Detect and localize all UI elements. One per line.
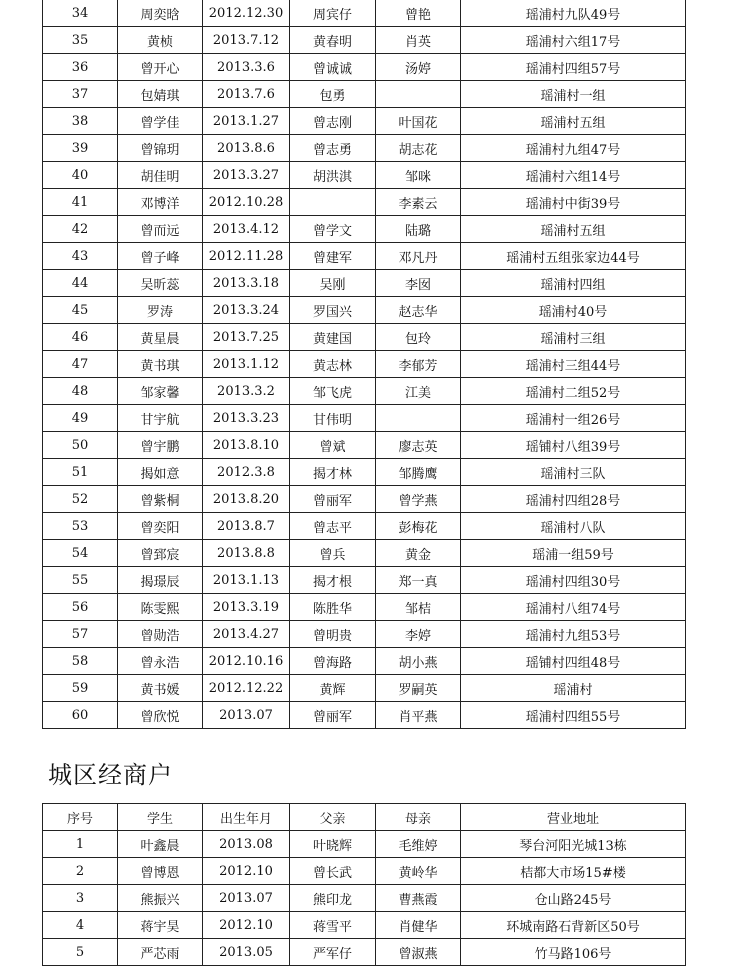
cell-address: 瑶浦村三组 <box>461 324 686 351</box>
cell-index: 46 <box>43 324 118 351</box>
cell-address: 瑶浦村四组30号 <box>461 567 686 594</box>
cell-birth: 2012.11.28 <box>203 243 290 270</box>
cell-father: 吴刚 <box>290 270 376 297</box>
cell-student: 曾锦玥 <box>118 135 203 162</box>
cell-mother: 曾艳 <box>376 0 461 27</box>
table-row <box>43 858 686 885</box>
header-birth: 出生年月 <box>203 804 290 831</box>
cell-index: 50 <box>43 432 118 459</box>
cell-index: 56 <box>43 594 118 621</box>
table-row <box>43 939 686 966</box>
cell-student: 陈雯熙 <box>118 594 203 621</box>
cell-birth: 2012.12.30 <box>203 0 290 27</box>
cell-birth: 2012.10.16 <box>203 648 290 675</box>
table-row <box>43 324 686 351</box>
cell-birth: 2013.4.27 <box>203 621 290 648</box>
cell-address: 瑶浦村一组26号 <box>461 405 686 432</box>
cell-father: 周宾仔 <box>290 0 376 27</box>
cell-student: 曾欣悦 <box>118 702 203 729</box>
table-row <box>43 513 686 540</box>
table-row <box>43 162 686 189</box>
cell-father: 黄辉 <box>290 675 376 702</box>
cell-student: 曾郅宸 <box>118 540 203 567</box>
cell-student: 包婧琪 <box>118 81 203 108</box>
cell-index: 35 <box>43 27 118 54</box>
cell-address: 瑶浦村八队 <box>461 513 686 540</box>
cell-address: 环城南路石背新区50号 <box>461 912 686 939</box>
cell-father: 陈胜华 <box>290 594 376 621</box>
cell-father <box>290 189 376 216</box>
cell-mother: 邹桔 <box>376 594 461 621</box>
header-student: 学生 <box>118 804 203 831</box>
cell-index: 49 <box>43 405 118 432</box>
cell-index: 34 <box>43 0 118 27</box>
cell-father: 曾志勇 <box>290 135 376 162</box>
cell-index: 40 <box>43 162 118 189</box>
cell-index: 52 <box>43 486 118 513</box>
cell-mother <box>376 405 461 432</box>
cell-student: 曾永浩 <box>118 648 203 675</box>
cell-father: 严军仔 <box>290 939 376 966</box>
cell-address: 瑶浦村五组 <box>461 108 686 135</box>
header-address: 营业地址 <box>461 804 686 831</box>
table-row <box>43 270 686 297</box>
cell-student: 叶鑫晨 <box>118 831 203 858</box>
cell-mother: 陆璐 <box>376 216 461 243</box>
cell-mother: 江美 <box>376 378 461 405</box>
table-row <box>43 378 686 405</box>
cell-address: 竹马路106号 <box>461 939 686 966</box>
cell-mother: 邹腾鹰 <box>376 459 461 486</box>
cell-mother: 包玲 <box>376 324 461 351</box>
cell-address: 瑶浦村四组28号 <box>461 486 686 513</box>
cell-index: 4 <box>43 912 118 939</box>
cell-student: 黄书媛 <box>118 675 203 702</box>
table-row <box>43 81 686 108</box>
cell-birth: 2013.8.10 <box>203 432 290 459</box>
table-row <box>43 459 686 486</box>
cell-student: 邹家馨 <box>118 378 203 405</box>
table-row <box>43 243 686 270</box>
cell-father: 罗国兴 <box>290 297 376 324</box>
cell-father: 曾志刚 <box>290 108 376 135</box>
cell-student: 揭如意 <box>118 459 203 486</box>
cell-student: 邓博洋 <box>118 189 203 216</box>
cell-student: 揭璟辰 <box>118 567 203 594</box>
cell-birth: 2013.3.6 <box>203 54 290 81</box>
cell-student: 黄桢 <box>118 27 203 54</box>
cell-mother: 肖英 <box>376 27 461 54</box>
cell-address: 瑶浦村五组张家边44号 <box>461 243 686 270</box>
cell-address: 瑶浦村四组55号 <box>461 702 686 729</box>
cell-index: 39 <box>43 135 118 162</box>
cell-birth: 2013.7.6 <box>203 81 290 108</box>
cell-index: 3 <box>43 885 118 912</box>
cell-birth: 2012.12.22 <box>203 675 290 702</box>
cell-student: 曾而远 <box>118 216 203 243</box>
cell-index: 2 <box>43 858 118 885</box>
cell-index: 36 <box>43 54 118 81</box>
table-row <box>43 675 686 702</box>
cell-father: 曾诚诚 <box>290 54 376 81</box>
cell-mother: 李婷 <box>376 621 461 648</box>
table-row <box>43 297 686 324</box>
cell-student: 曾开心 <box>118 54 203 81</box>
cell-birth: 2013.3.24 <box>203 297 290 324</box>
cell-index: 48 <box>43 378 118 405</box>
cell-father: 揭才林 <box>290 459 376 486</box>
cell-student: 曾奕阳 <box>118 513 203 540</box>
cell-address: 瑶浦村四组57号 <box>461 54 686 81</box>
cell-birth: 2012.10.28 <box>203 189 290 216</box>
table-row <box>43 831 686 858</box>
cell-address: 瑶浦一组59号 <box>461 540 686 567</box>
header-mother: 母亲 <box>376 804 461 831</box>
table-row <box>43 405 686 432</box>
cell-birth: 2013.3.27 <box>203 162 290 189</box>
cell-student: 罗涛 <box>118 297 203 324</box>
cell-student: 甘宇航 <box>118 405 203 432</box>
cell-address: 瑶浦村六组14号 <box>461 162 686 189</box>
cell-birth: 2012.3.8 <box>203 459 290 486</box>
cell-student: 曾子峰 <box>118 243 203 270</box>
cell-mother: 廖志英 <box>376 432 461 459</box>
cell-birth: 2013.1.13 <box>203 567 290 594</box>
table-header-row <box>43 804 686 831</box>
table-row <box>43 0 686 27</box>
cell-mother: 叶国花 <box>376 108 461 135</box>
cell-father: 甘伟明 <box>290 405 376 432</box>
cell-mother: 李素云 <box>376 189 461 216</box>
cell-birth: 2013.1.12 <box>203 351 290 378</box>
cell-birth: 2013.3.18 <box>203 270 290 297</box>
cell-birth: 2013.8.8 <box>203 540 290 567</box>
cell-index: 54 <box>43 540 118 567</box>
table-row <box>43 567 686 594</box>
cell-address: 瑶浦村九队49号 <box>461 0 686 27</box>
cell-index: 37 <box>43 81 118 108</box>
cell-mother: 胡志花 <box>376 135 461 162</box>
cell-index: 58 <box>43 648 118 675</box>
cell-birth: 2013.4.12 <box>203 216 290 243</box>
cell-father: 邹飞虎 <box>290 378 376 405</box>
cell-father: 蒋雪平 <box>290 912 376 939</box>
cell-student: 周奕晗 <box>118 0 203 27</box>
cell-birth: 2013.07 <box>203 885 290 912</box>
cell-birth: 2013.3.2 <box>203 378 290 405</box>
cell-address: 瑶浦村九组47号 <box>461 135 686 162</box>
cell-mother: 肖平燕 <box>376 702 461 729</box>
cell-index: 45 <box>43 297 118 324</box>
table-row <box>43 486 686 513</box>
cell-index: 57 <box>43 621 118 648</box>
cell-address: 瑶浦村六组17号 <box>461 27 686 54</box>
cell-mother: 肖健华 <box>376 912 461 939</box>
cell-birth: 2013.7.25 <box>203 324 290 351</box>
cell-mother: 黄岭华 <box>376 858 461 885</box>
cell-student: 曾学佳 <box>118 108 203 135</box>
table-row <box>43 540 686 567</box>
cell-father: 曾志平 <box>290 513 376 540</box>
section-heading: 城区经商户 <box>48 761 173 789</box>
cell-mother: 邹咪 <box>376 162 461 189</box>
cell-index: 59 <box>43 675 118 702</box>
table-row <box>43 27 686 54</box>
cell-student: 吴昕蕊 <box>118 270 203 297</box>
cell-birth: 2012.10 <box>203 858 290 885</box>
cell-index: 55 <box>43 567 118 594</box>
cell-birth: 2013.8.6 <box>203 135 290 162</box>
cell-birth: 2012.10 <box>203 912 290 939</box>
cell-address: 瑶铺村四组48号 <box>461 648 686 675</box>
cell-mother: 李囡 <box>376 270 461 297</box>
cell-address: 瑶浦村五组 <box>461 216 686 243</box>
table-row <box>43 351 686 378</box>
cell-index: 41 <box>43 189 118 216</box>
cell-mother: 邓凡丹 <box>376 243 461 270</box>
cell-birth: 2013.3.19 <box>203 594 290 621</box>
cell-mother: 罗嗣英 <box>376 675 461 702</box>
cell-student: 黄星晨 <box>118 324 203 351</box>
cell-address: 瑶浦村三队 <box>461 459 686 486</box>
cell-birth: 2013.7.12 <box>203 27 290 54</box>
cell-mother: 彭梅花 <box>376 513 461 540</box>
header-index: 序号 <box>43 804 118 831</box>
cell-birth: 2013.1.27 <box>203 108 290 135</box>
cell-address: 瑶浦村中街39号 <box>461 189 686 216</box>
table-row <box>43 648 686 675</box>
table-row <box>43 432 686 459</box>
cell-student: 曾博恩 <box>118 858 203 885</box>
cell-father: 曾学文 <box>290 216 376 243</box>
cell-father: 曾建军 <box>290 243 376 270</box>
cell-father: 黄春明 <box>290 27 376 54</box>
cell-father: 胡洪淇 <box>290 162 376 189</box>
table-row <box>43 189 686 216</box>
cell-mother <box>376 81 461 108</box>
table-row <box>43 594 686 621</box>
header-father: 父亲 <box>290 804 376 831</box>
cell-index: 38 <box>43 108 118 135</box>
cell-father: 曾海路 <box>290 648 376 675</box>
cell-mother: 郑一真 <box>376 567 461 594</box>
cell-index: 44 <box>43 270 118 297</box>
cell-index: 43 <box>43 243 118 270</box>
cell-student: 曾紫桐 <box>118 486 203 513</box>
cell-father: 黄志林 <box>290 351 376 378</box>
table-row <box>43 135 686 162</box>
cell-index: 47 <box>43 351 118 378</box>
cell-birth: 2013.8.7 <box>203 513 290 540</box>
cell-student: 蒋宇昊 <box>118 912 203 939</box>
cell-address: 瑶浦村一组 <box>461 81 686 108</box>
cell-address: 瑶浦村八组74号 <box>461 594 686 621</box>
cell-student: 熊振兴 <box>118 885 203 912</box>
table-row <box>43 54 686 81</box>
cell-father: 黄建国 <box>290 324 376 351</box>
cell-mother: 李郁芳 <box>376 351 461 378</box>
cell-address: 琴台河阳光城13栋 <box>461 831 686 858</box>
cell-father: 熊印龙 <box>290 885 376 912</box>
cell-birth: 2013.05 <box>203 939 290 966</box>
cell-father: 曾丽军 <box>290 486 376 513</box>
cell-index: 60 <box>43 702 118 729</box>
cell-student: 曾勋浩 <box>118 621 203 648</box>
cell-mother: 黄金 <box>376 540 461 567</box>
cell-index: 51 <box>43 459 118 486</box>
table-row <box>43 912 686 939</box>
cell-mother: 毛维婷 <box>376 831 461 858</box>
table-row <box>43 621 686 648</box>
student-table-merchants <box>42 803 686 966</box>
cell-father: 曾丽军 <box>290 702 376 729</box>
cell-father: 包勇 <box>290 81 376 108</box>
student-table-village <box>42 0 686 729</box>
cell-father: 曾斌 <box>290 432 376 459</box>
cell-student: 曾宇鹏 <box>118 432 203 459</box>
cell-address: 桔都大市场15#楼 <box>461 858 686 885</box>
cell-student: 胡佳明 <box>118 162 203 189</box>
cell-father: 曾兵 <box>290 540 376 567</box>
cell-student: 严芯雨 <box>118 939 203 966</box>
cell-index: 5 <box>43 939 118 966</box>
cell-father: 曾长武 <box>290 858 376 885</box>
cell-mother: 曾淑燕 <box>376 939 461 966</box>
cell-address: 瑶铺村八组39号 <box>461 432 686 459</box>
cell-birth: 2013.3.23 <box>203 405 290 432</box>
cell-address: 瑶浦村四组 <box>461 270 686 297</box>
cell-mother: 曾学燕 <box>376 486 461 513</box>
cell-mother: 汤婷 <box>376 54 461 81</box>
cell-index: 42 <box>43 216 118 243</box>
cell-mother: 赵志华 <box>376 297 461 324</box>
table-row <box>43 702 686 729</box>
cell-birth: 2013.8.20 <box>203 486 290 513</box>
cell-father: 揭才根 <box>290 567 376 594</box>
cell-index: 53 <box>43 513 118 540</box>
cell-mother: 曹燕霞 <box>376 885 461 912</box>
cell-address: 瑶浦村40号 <box>461 297 686 324</box>
cell-address: 瑶浦村三组44号 <box>461 351 686 378</box>
cell-father: 曾明贵 <box>290 621 376 648</box>
cell-address: 瑶浦村九组53号 <box>461 621 686 648</box>
cell-address: 瑶浦村 <box>461 675 686 702</box>
cell-address: 仓山路245号 <box>461 885 686 912</box>
cell-birth: 2013.07 <box>203 702 290 729</box>
table-row <box>43 885 686 912</box>
table-row <box>43 108 686 135</box>
cell-mother: 胡小燕 <box>376 648 461 675</box>
cell-student: 黄书琪 <box>118 351 203 378</box>
cell-birth: 2013.08 <box>203 831 290 858</box>
cell-address: 瑶浦村二组52号 <box>461 378 686 405</box>
table-row <box>43 216 686 243</box>
cell-father: 叶晓辉 <box>290 831 376 858</box>
cell-index: 1 <box>43 831 118 858</box>
